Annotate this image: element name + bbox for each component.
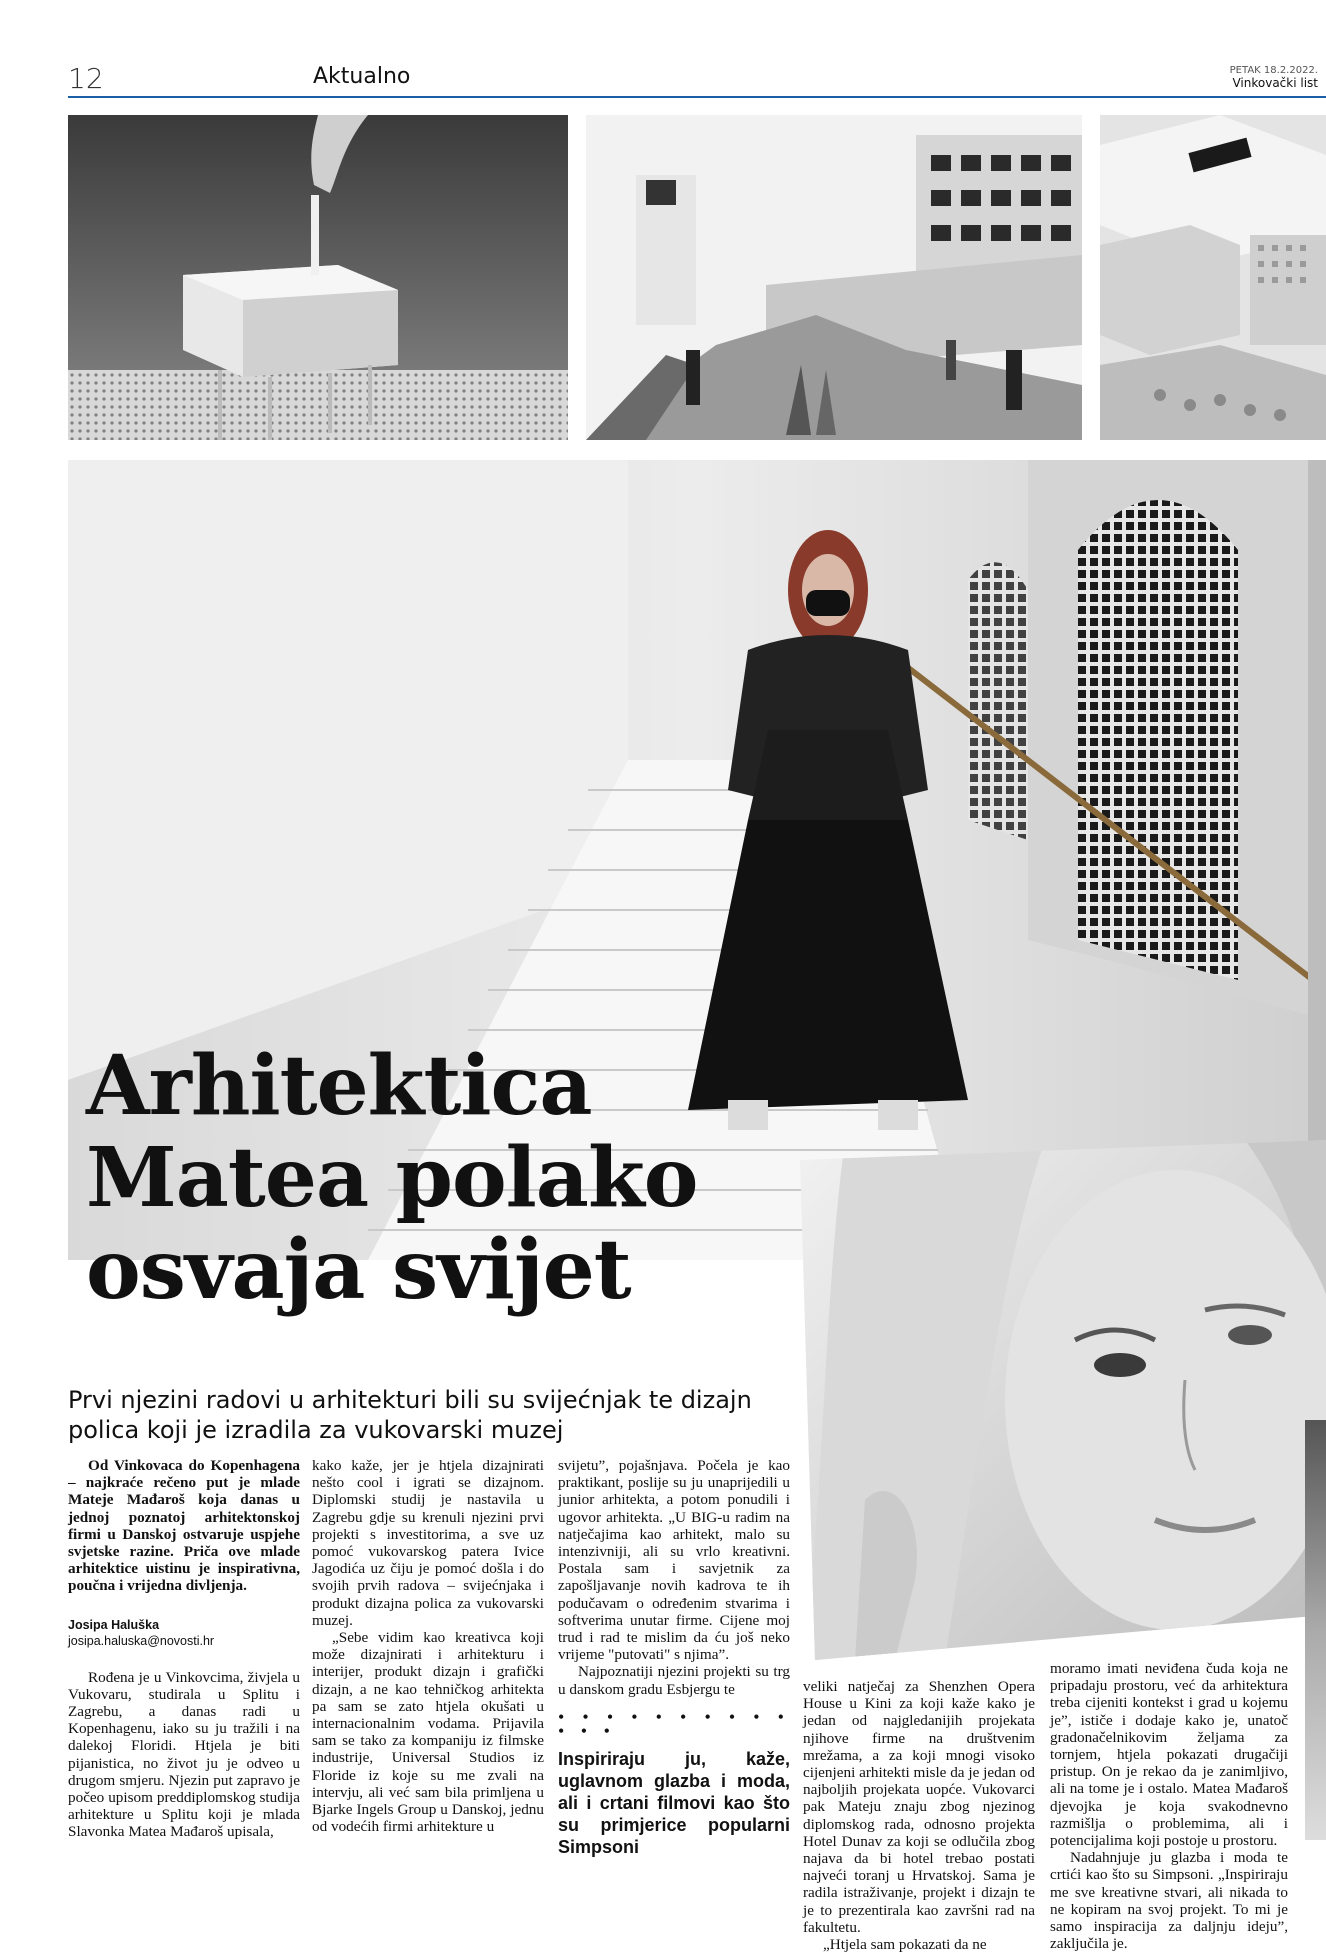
paragraph: „Sebe vidim kao kreativca koji može dizajnirati i arhitekturu i interijer, produkt dizajn i grafički dizajn, a ne kao tehničkog arhitekta pa sam se zato htjela okušati u internacionalnim vodama. Prijavila sam se tako za kompaniju iz filmske industrije, Universal Studios iz Floride iz koje su me zvali na intervju, ali već sam bila primljena u Bjarke Ingels Group u Danskoj, jednu od vodećih firmi arhitekture u — [312, 1629, 544, 1836]
paragraph: Rođena je u Vinkovcima, živjela u Vukovaru, studirala u Splitu i Zagrebu, a danas radi u Kopenhagenu, iako su ju tražili i na dalekoj Floridi. Htjela je biti pijanistica, no život ju je odveo u drugom smjeru. Njezin put zapravo je počeo upisom preddiplomskog studija arhitekture u Splitu koji je mlada Slavonka Matea Mađaroš upisala, — [68, 1668, 300, 1841]
photo-architecture-model — [68, 115, 568, 440]
headline-line-3: osvaja svijet — [86, 1222, 631, 1318]
pullquote: Inspiriraju ju, kaže, uglavnom glazba i moda, ali i crtani filmovi kao što su primjerice popularni Simpsoni — [558, 1748, 790, 1857]
pullquote-dots: • • • • • • • • • • • • • — [558, 1706, 790, 1741]
paragraph: svijetu”, pojašnjava. Počela je kao praktikant, poslije su ju unaprijedili u junior arhitekta, a potom ponudili i ugovor arhitekta. „U BIG-u radim na natječajima kao arhitekt, malo su intenzivniji, ali su vrlo kreativni. Postala sam i savjetnik za zapošljavanje novih kadrova te ih podučavam o određenim stvarima i softverima unutar firme. Cijene moj trud i rad te mislim da ću još neko vrijeme "putovati" s njima”. — [558, 1457, 790, 1664]
column-1 — [68, 1457, 300, 1841]
author-name: Josipa Haluška — [68, 1617, 160, 1632]
paragraph: veliki natječaj za Shenzhen Opera House u Kini za koji kaže kako je jedan od najgledanijih projekata njihove firme na društvenim mrežama, a za koji mnogi visoko cijenjeni arhitekti misle da je jedan od najboljih projekata uopće. Vukovarci pak Mateju znaju zbog njezinog diplomskog rada, odnosno projekta Hotel Dunav za koji se odlučila zbog najava da bi hotel trebao postati najveći toranj u Hrvatskoj. Sama je radila istraživanje, projekt i dizajn te je to prezentirala kao završni rad na fakultetu. — [803, 1678, 1035, 1936]
column-4 — [803, 1678, 1035, 1953]
photo-street-render — [586, 115, 1082, 440]
headline — [86, 1040, 806, 1316]
paragraph: moramo imati neviđena čuda koja ne pripadaju prostoru, već da arhitektura treba cijeniti kontekst i grad u kojemu je”, ističe i dodaje kako je, unatoč gradonačelnikovim željama za tornjem, htjela pokazati drugačiji pristup. On je rekao da je zanimljivo, ali na tome je i ostalo. Matea Mađaroš djevojka je koja svakodnevno razmišlja o problemima, ali i potencijalima koji postoje u prostoru. — [1050, 1660, 1288, 1850]
issue-date: PETAK 18.2.2022. — [1229, 65, 1318, 76]
headline-line-1: Arhitektica — [86, 1038, 592, 1134]
author-email: josipa.haluska@novosti.hr — [68, 1633, 215, 1648]
header-rule — [68, 96, 1326, 98]
column-5 — [1050, 1660, 1288, 1952]
article-lead: Od Vinkovaca do Kopenhagena – najkraće rečeno put je mlade Mateje Mađaroš koja danas u jednoj poznatoj arhitektonskoj firmi u Danskoj ostvaruje uspjehe svjetske razine. Priča ove mlade arhitektice uistinu je inspirativna, poučna i vrijedna divljenja. — [68, 1457, 300, 1595]
column-2 — [312, 1457, 544, 1835]
edge-strip — [1305, 1420, 1326, 1840]
section-title: Aktualno — [313, 64, 411, 89]
photo-portrait — [785, 1140, 1326, 1660]
photo-aerial-model — [1100, 115, 1326, 440]
paragraph: „Htjela sam pokazati da ne — [823, 1936, 987, 1953]
subheadline: Prvi njezini radovi u arhitekturi bili su svijećnjak te dizajn polica koji je izradila za vukovarski muzej — [68, 1386, 752, 1444]
headline-line-2: Matea polako — [86, 1130, 698, 1226]
newspaper-name: Vinkovački list — [1232, 76, 1318, 90]
paragraph: kako kaže, jer je htjela dizajnirati nešto cool i igrati se dizajnom. Diplomski studij je nastavila u Zagrebu gdje su krenuli njezini prvi projekti s investitorima, a sve uz pomoć vukovarskog patera Ivice Jagodića uz čiju je pomoć došla i do svojih prvih radova – svijećnjaka i produkt dizajna polica za vukovarski muzej. — [312, 1457, 544, 1629]
column-3 — [558, 1457, 790, 1858]
paragraph: Najpoznatiji njezini projekti su trg u danskom gradu Esbjergu te — [558, 1663, 790, 1698]
dateline — [1230, 64, 1318, 90]
paragraph: Nadahnjuje ju glazba i moda te crtići kao što su Simpsoni. „Inspiriraju me sve kreativne stvari, ali nikada to ne kopiram na svoj projekt. To mi je samo inspiracija za daljnju ideju”, zaključila je. — [1050, 1849, 1288, 1953]
page-number: 12 — [68, 62, 104, 95]
